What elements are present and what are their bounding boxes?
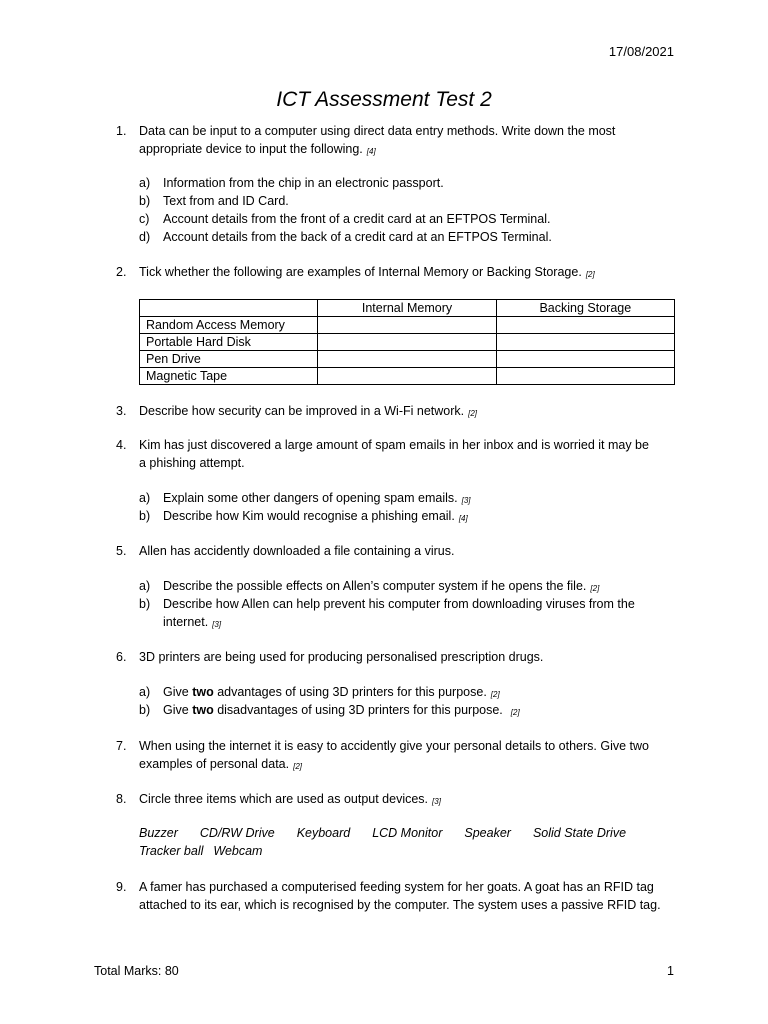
table-row xyxy=(140,334,675,351)
sub-text: Give two disadvantages of using 3D printers for this purpose. [2] xyxy=(163,703,520,717)
question-text: examples of personal data. [2] xyxy=(139,757,302,771)
mark: [4] xyxy=(366,147,376,156)
sub-label: d) xyxy=(139,230,151,244)
device-option[interactable]: Keyboard xyxy=(296,826,351,840)
tick-cell[interactable] xyxy=(496,334,674,351)
row-label: Magnetic Tape xyxy=(140,368,318,385)
table-row xyxy=(140,368,675,385)
question-text: Allen has accidently downloaded a file containing a virus. xyxy=(139,544,455,558)
table-row xyxy=(140,317,675,334)
sub-label: b) xyxy=(139,703,151,717)
question-number: 4. xyxy=(116,438,127,452)
sub-label: b) xyxy=(139,194,151,208)
question-number: 3. xyxy=(116,404,127,418)
table-row xyxy=(140,351,675,368)
question-number: 7. xyxy=(116,739,127,753)
question-text: When using the internet it is easy to accidently give your personal details to others. Give two xyxy=(139,739,649,753)
table-header xyxy=(140,300,318,317)
sub-label: c) xyxy=(139,212,150,226)
tick-cell[interactable] xyxy=(318,317,496,334)
mark: [2] xyxy=(468,409,478,418)
sub-label: b) xyxy=(139,509,151,523)
mark: [2] xyxy=(510,708,520,717)
question-text: Data can be input to a computer using direct data entry methods. Write down the most xyxy=(139,124,616,138)
question-number: 2. xyxy=(116,265,127,279)
sub-label: a) xyxy=(139,491,151,505)
device-option[interactable]: Tracker ball xyxy=(139,844,204,858)
sub-text: Text from and ID Card. xyxy=(163,194,289,208)
table-header: Backing Storage xyxy=(496,300,674,317)
page-number: 1 xyxy=(667,964,674,978)
sub-text: Describe how Allen can help prevent his computer from downloading viruses from the xyxy=(163,597,635,611)
question-text: Kim has just discovered a large amount of spam emails in her inbox and is worried it may be xyxy=(139,438,649,452)
question-number: 9. xyxy=(116,880,127,894)
total-marks: Total Marks: 80 xyxy=(94,964,179,978)
mark: [2] xyxy=(585,270,595,279)
question-number: 5. xyxy=(116,544,127,558)
device-option[interactable]: CD/RW Drive xyxy=(199,826,275,840)
device-list xyxy=(139,824,648,860)
device-option[interactable]: Solid State Drive xyxy=(532,826,627,840)
row-label: Pen Drive xyxy=(140,351,318,368)
question-number: 1. xyxy=(116,124,127,138)
device-option[interactable]: Webcam xyxy=(213,844,263,858)
date: 17/08/2021 xyxy=(608,44,674,59)
sub-label: a) xyxy=(139,579,151,593)
question-text: A famer has purchased a computerised feeding system for her goats. A goat has an RFID tag xyxy=(139,880,654,894)
question-text: attached to its ear, which is recognised by the computer. The system uses a passive RFID tag. xyxy=(139,898,661,912)
question-number: 8. xyxy=(116,792,127,806)
question-text: Describe how security can be improved in a Wi-Fi network. [2] xyxy=(139,404,478,418)
tick-cell[interactable] xyxy=(318,334,496,351)
memory-table xyxy=(139,299,675,385)
mark: [3] xyxy=(212,620,222,629)
question-text: 3D printers are being used for producing personalised prescription drugs. xyxy=(139,650,544,664)
mark: [3] xyxy=(432,797,441,806)
device-option[interactable]: Buzzer xyxy=(139,826,178,840)
question-text: a phishing attempt. xyxy=(139,456,245,470)
question-text: Tick whether the following are examples of Internal Memory or Backing Storage. [2] xyxy=(139,265,595,279)
tick-cell[interactable] xyxy=(496,317,674,334)
sub-text: Describe how Kim would recognise a phishing email. [4] xyxy=(163,509,468,523)
sub-text: Account details from the back of a credit card at an EFTPOS Terminal. xyxy=(163,230,552,244)
mark: [2] xyxy=(590,584,600,593)
question-text: appropriate device to input the following. [4] xyxy=(139,142,376,156)
table-header-row xyxy=(140,300,675,317)
tick-cell[interactable] xyxy=(496,368,674,385)
tick-cell[interactable] xyxy=(496,351,674,368)
sub-text: internet. [3] xyxy=(163,615,222,629)
sub-text: Describe the possible effects on Allen’s computer system if he opens the file. [2] xyxy=(163,579,600,593)
question-number: 6. xyxy=(116,650,127,664)
mark: [4] xyxy=(458,514,468,523)
sub-text: Give two advantages of using 3D printers for this purpose. [2] xyxy=(163,685,500,699)
sub-label: a) xyxy=(139,685,151,699)
row-label: Random Access Memory xyxy=(140,317,318,334)
mark: [2] xyxy=(490,690,500,699)
row-label: Portable Hard Disk xyxy=(140,334,318,351)
device-option[interactable]: Speaker xyxy=(464,826,511,840)
sub-label: b) xyxy=(139,597,151,611)
tick-cell[interactable] xyxy=(318,351,496,368)
device-option[interactable]: LCD Monitor xyxy=(372,826,443,840)
question-text: Circle three items which are used as output devices. [3] xyxy=(139,792,441,806)
table-header: Internal Memory xyxy=(318,300,496,317)
sub-text: Account details from the front of a credit card at an EFTPOS Terminal. xyxy=(163,212,551,226)
mark: [3] xyxy=(461,496,471,505)
sub-label: a) xyxy=(139,176,151,190)
sub-text: Explain some other dangers of opening spam emails. [3] xyxy=(163,491,471,505)
tick-cell[interactable] xyxy=(318,368,496,385)
mark: [2] xyxy=(293,762,302,771)
page-title: ICT Assessment Test 2 xyxy=(276,88,492,111)
sub-text: Information from the chip in an electronic passport. xyxy=(163,176,444,190)
